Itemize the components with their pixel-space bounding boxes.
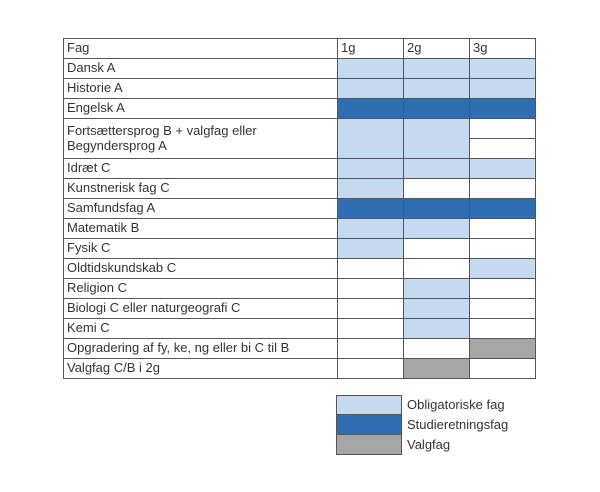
year-cell-1g (338, 359, 404, 379)
table-row (64, 239, 536, 259)
year-cell-1g (338, 159, 404, 179)
legend-swatch-valgfag (336, 435, 402, 455)
year-cell-1g (338, 99, 404, 119)
table-row (64, 299, 536, 319)
subject-label: Fysik C (64, 239, 338, 259)
year-cell-1g (338, 179, 404, 199)
table-row (64, 319, 536, 339)
subject-label: Matematik B (64, 219, 338, 239)
year-cell-1g (338, 319, 404, 339)
year-cell-2g (404, 319, 470, 339)
table-row (64, 359, 536, 379)
year-cell-2g (404, 99, 470, 119)
header-year-1g: 1g (338, 39, 404, 59)
year-cell-3g (470, 339, 536, 359)
year-cell-1g (338, 339, 404, 359)
table-row (64, 99, 536, 119)
year-cell-3g (470, 79, 536, 99)
year-cell-2g (404, 159, 470, 179)
subject-label: Religion C (64, 279, 338, 299)
year-cell-2g (404, 279, 470, 299)
year-cell-obligatorisk (470, 138, 535, 139)
year-cell-1g (338, 299, 404, 319)
year-cell-3g (470, 319, 536, 339)
table-row (64, 119, 536, 159)
table-row (64, 79, 536, 99)
year-cell-3g (470, 199, 536, 219)
year-cell-2g (404, 79, 470, 99)
subject-label: Kemi C (64, 319, 338, 339)
year-cell-2g (404, 299, 470, 319)
year-cell-1g (338, 279, 404, 299)
legend-label: Valgfag (407, 437, 451, 452)
header-subject: Fag (64, 39, 338, 59)
year-cell-1g (338, 119, 404, 159)
year-cell-3g (470, 259, 536, 279)
year-cell-2g (404, 219, 470, 239)
table-row (64, 219, 536, 239)
subject-label: Valgfag C/B i 2g (64, 359, 338, 379)
year-cell-2g (404, 179, 470, 199)
table-row (64, 59, 536, 79)
year-cell-1g (338, 79, 404, 99)
subject-label: Opgradering af fy, ke, ng eller bi C til B (64, 339, 338, 359)
year-cell-3g (470, 279, 536, 299)
subject-label: Historie A (64, 79, 338, 99)
year-cell-3g (470, 99, 536, 119)
table-header-row (64, 39, 536, 59)
year-cell-3g (470, 159, 536, 179)
subject-label: Biologi C eller naturgeografi C (64, 299, 338, 319)
table-row (64, 199, 536, 219)
year-cell-3g (470, 119, 536, 159)
year-cell-3g (470, 219, 536, 239)
year-cell-3g (470, 59, 536, 79)
subject-label: Oldtidskundskab C (64, 259, 338, 279)
year-cell-3g (470, 179, 536, 199)
year-cell-3g (470, 299, 536, 319)
table-row (64, 259, 536, 279)
year-cell-2g (404, 119, 470, 159)
year-cell-2g (404, 199, 470, 219)
subject-label: Kunstnerisk fag C (64, 179, 338, 199)
year-cell-3g (470, 239, 536, 259)
year-cell-1g (338, 239, 404, 259)
year-cell-1g (338, 59, 404, 79)
subject-plan-table (63, 38, 536, 379)
year-cell-3g (470, 359, 536, 379)
year-cell-1g (338, 219, 404, 239)
table-row (64, 279, 536, 299)
subject-label: Dansk A (64, 59, 338, 79)
year-cell-1g (338, 199, 404, 219)
year-cell-1g (338, 259, 404, 279)
subject-label: Idræt C (64, 159, 338, 179)
legend-swatch-studieretning (336, 415, 402, 435)
table-row (64, 179, 536, 199)
header-year-3g: 3g (470, 39, 536, 59)
legend-swatch-obligatorisk (336, 395, 402, 415)
subject-label: Samfundsfag A (64, 199, 338, 219)
subject-label: Fortsættersprog B + valgfag eller Begyndersprog A (64, 119, 338, 159)
year-cell-2g (404, 59, 470, 79)
legend-label: Obligatoriske fag (407, 397, 505, 412)
header-year-2g: 2g (404, 39, 470, 59)
table-row (64, 339, 536, 359)
year-cell-2g (404, 339, 470, 359)
year-cell-2g (404, 239, 470, 259)
subject-label: Engelsk A (64, 99, 338, 119)
table-row (64, 159, 536, 179)
legend-label: Studieretningsfag (407, 417, 509, 432)
year-cell-2g (404, 359, 470, 379)
year-cell-2g (404, 259, 470, 279)
